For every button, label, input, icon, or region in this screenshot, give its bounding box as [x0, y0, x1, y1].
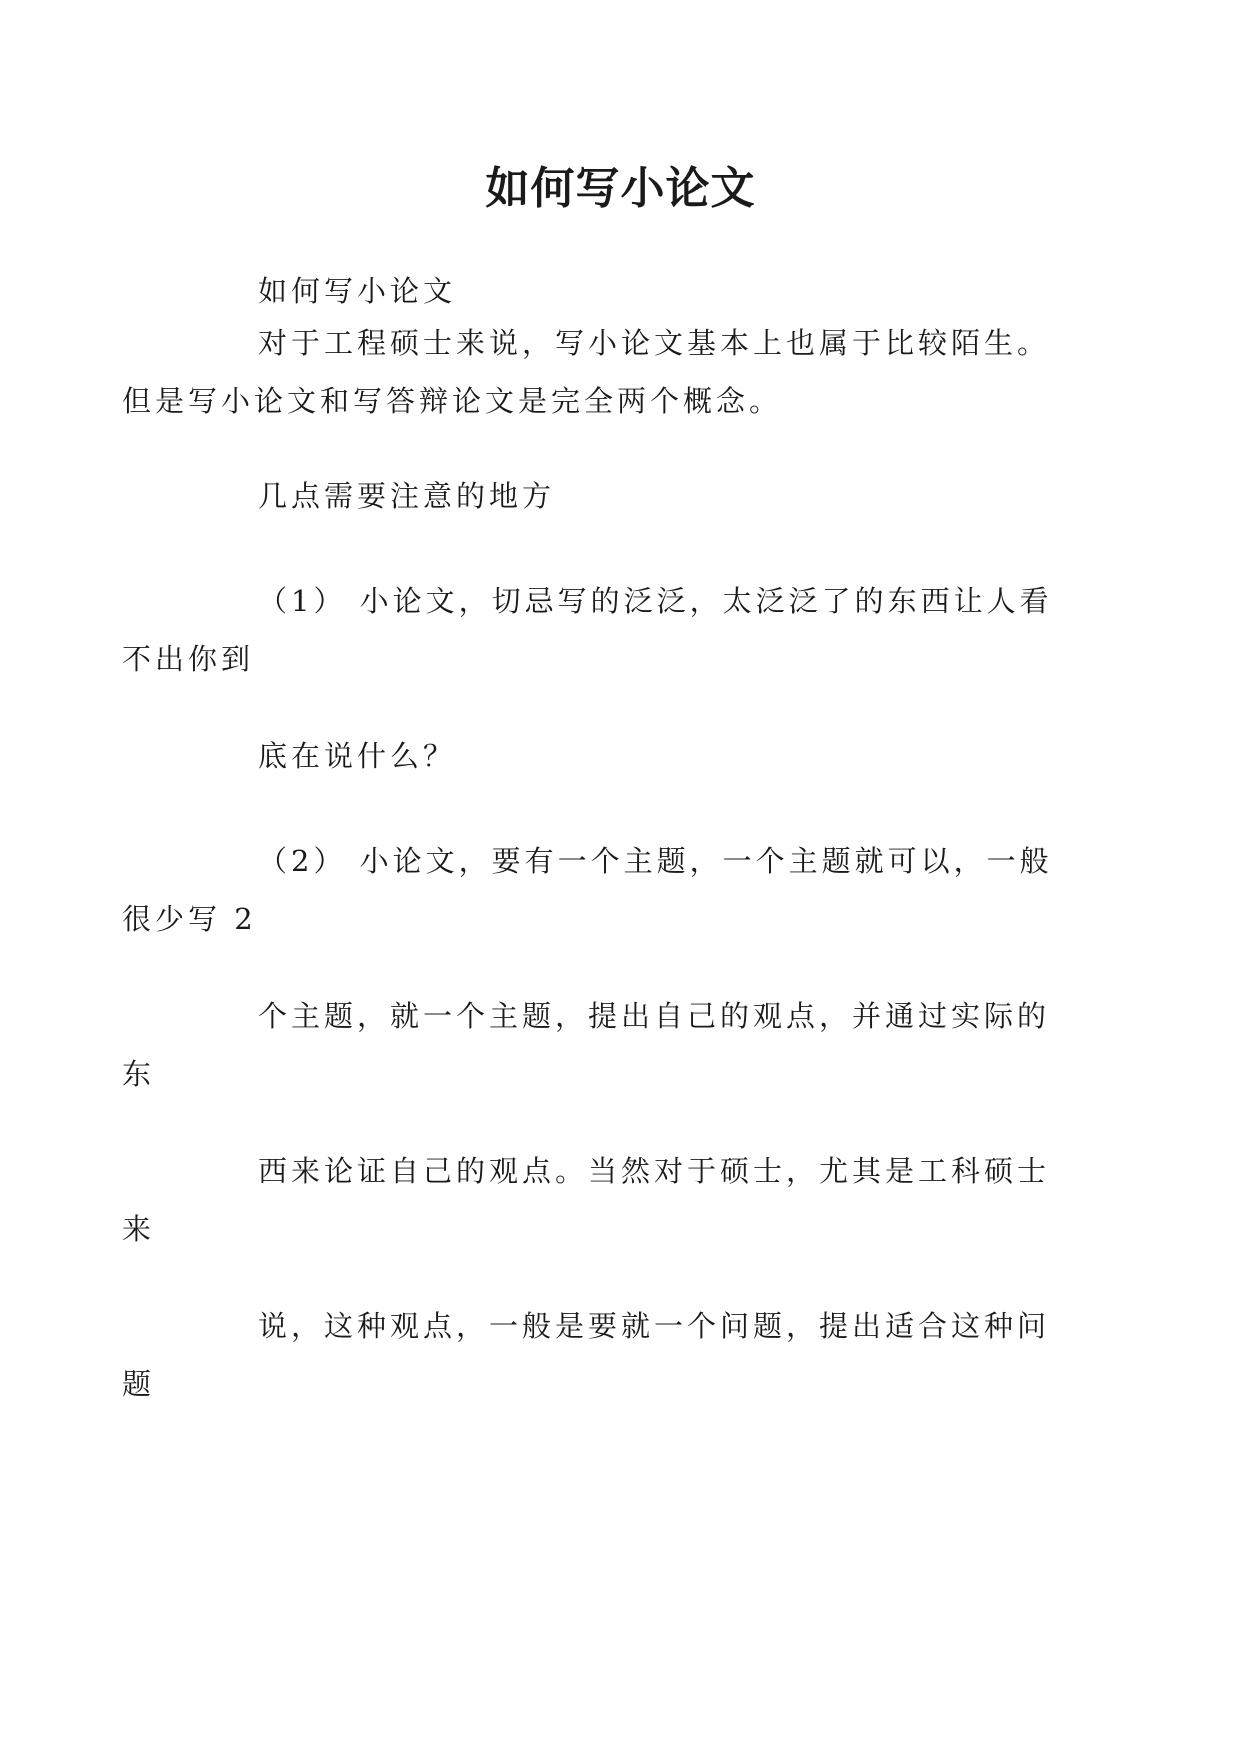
paragraph-line: 几点需要注意的地方	[258, 479, 556, 513]
paragraph-line: 西来论证自己的观点。当然对于硕士，尤其是工科硕士	[258, 1154, 1051, 1188]
paragraph-point-2-cont-1	[122, 987, 1060, 1103]
paragraph-line: 但是写小论文和写答辩论文是完全两个概念。	[122, 384, 783, 418]
paragraph-point-2-cont-3	[122, 1297, 1060, 1413]
paragraph-intro	[122, 314, 1060, 430]
paragraph-line: （1） 小论文，切忌写的泛泛，太泛泛了的东西让人看	[258, 584, 1053, 618]
paragraph-line: 对于工程硕士来说，写小论文基本上也属于比较陌生。	[258, 326, 1051, 360]
paragraph-notes-heading	[190, 467, 1060, 525]
paragraph-line: 底在说什么？	[258, 739, 457, 773]
paragraph-point-1	[122, 572, 1060, 688]
paragraph-line: 来	[122, 1212, 156, 1246]
paragraph-point-2	[122, 832, 1060, 948]
document-title: 如何写小论文	[485, 163, 756, 214]
paragraph-point-2-cont-2	[122, 1142, 1060, 1258]
paragraph-line: （2） 小论文，要有一个主题，一个主题就可以，一般	[258, 844, 1053, 878]
paragraph-point-1-cont	[190, 727, 1060, 785]
paragraph-line: 东	[122, 1057, 156, 1091]
paragraph-line: 个主题，就一个主题，提出自己的观点，并通过实际的	[258, 999, 1051, 1033]
paragraph-line: 题	[122, 1367, 156, 1401]
paragraph-line: 很少写 2	[122, 902, 257, 936]
paragraph-heading-repeat	[190, 262, 1060, 320]
paragraph-line: 不出你到	[122, 642, 255, 676]
paragraph-line: 如何写小论文	[258, 274, 457, 308]
paragraph-line: 说，这种观点，一般是要就一个问题，提出适合这种问	[258, 1309, 1051, 1343]
